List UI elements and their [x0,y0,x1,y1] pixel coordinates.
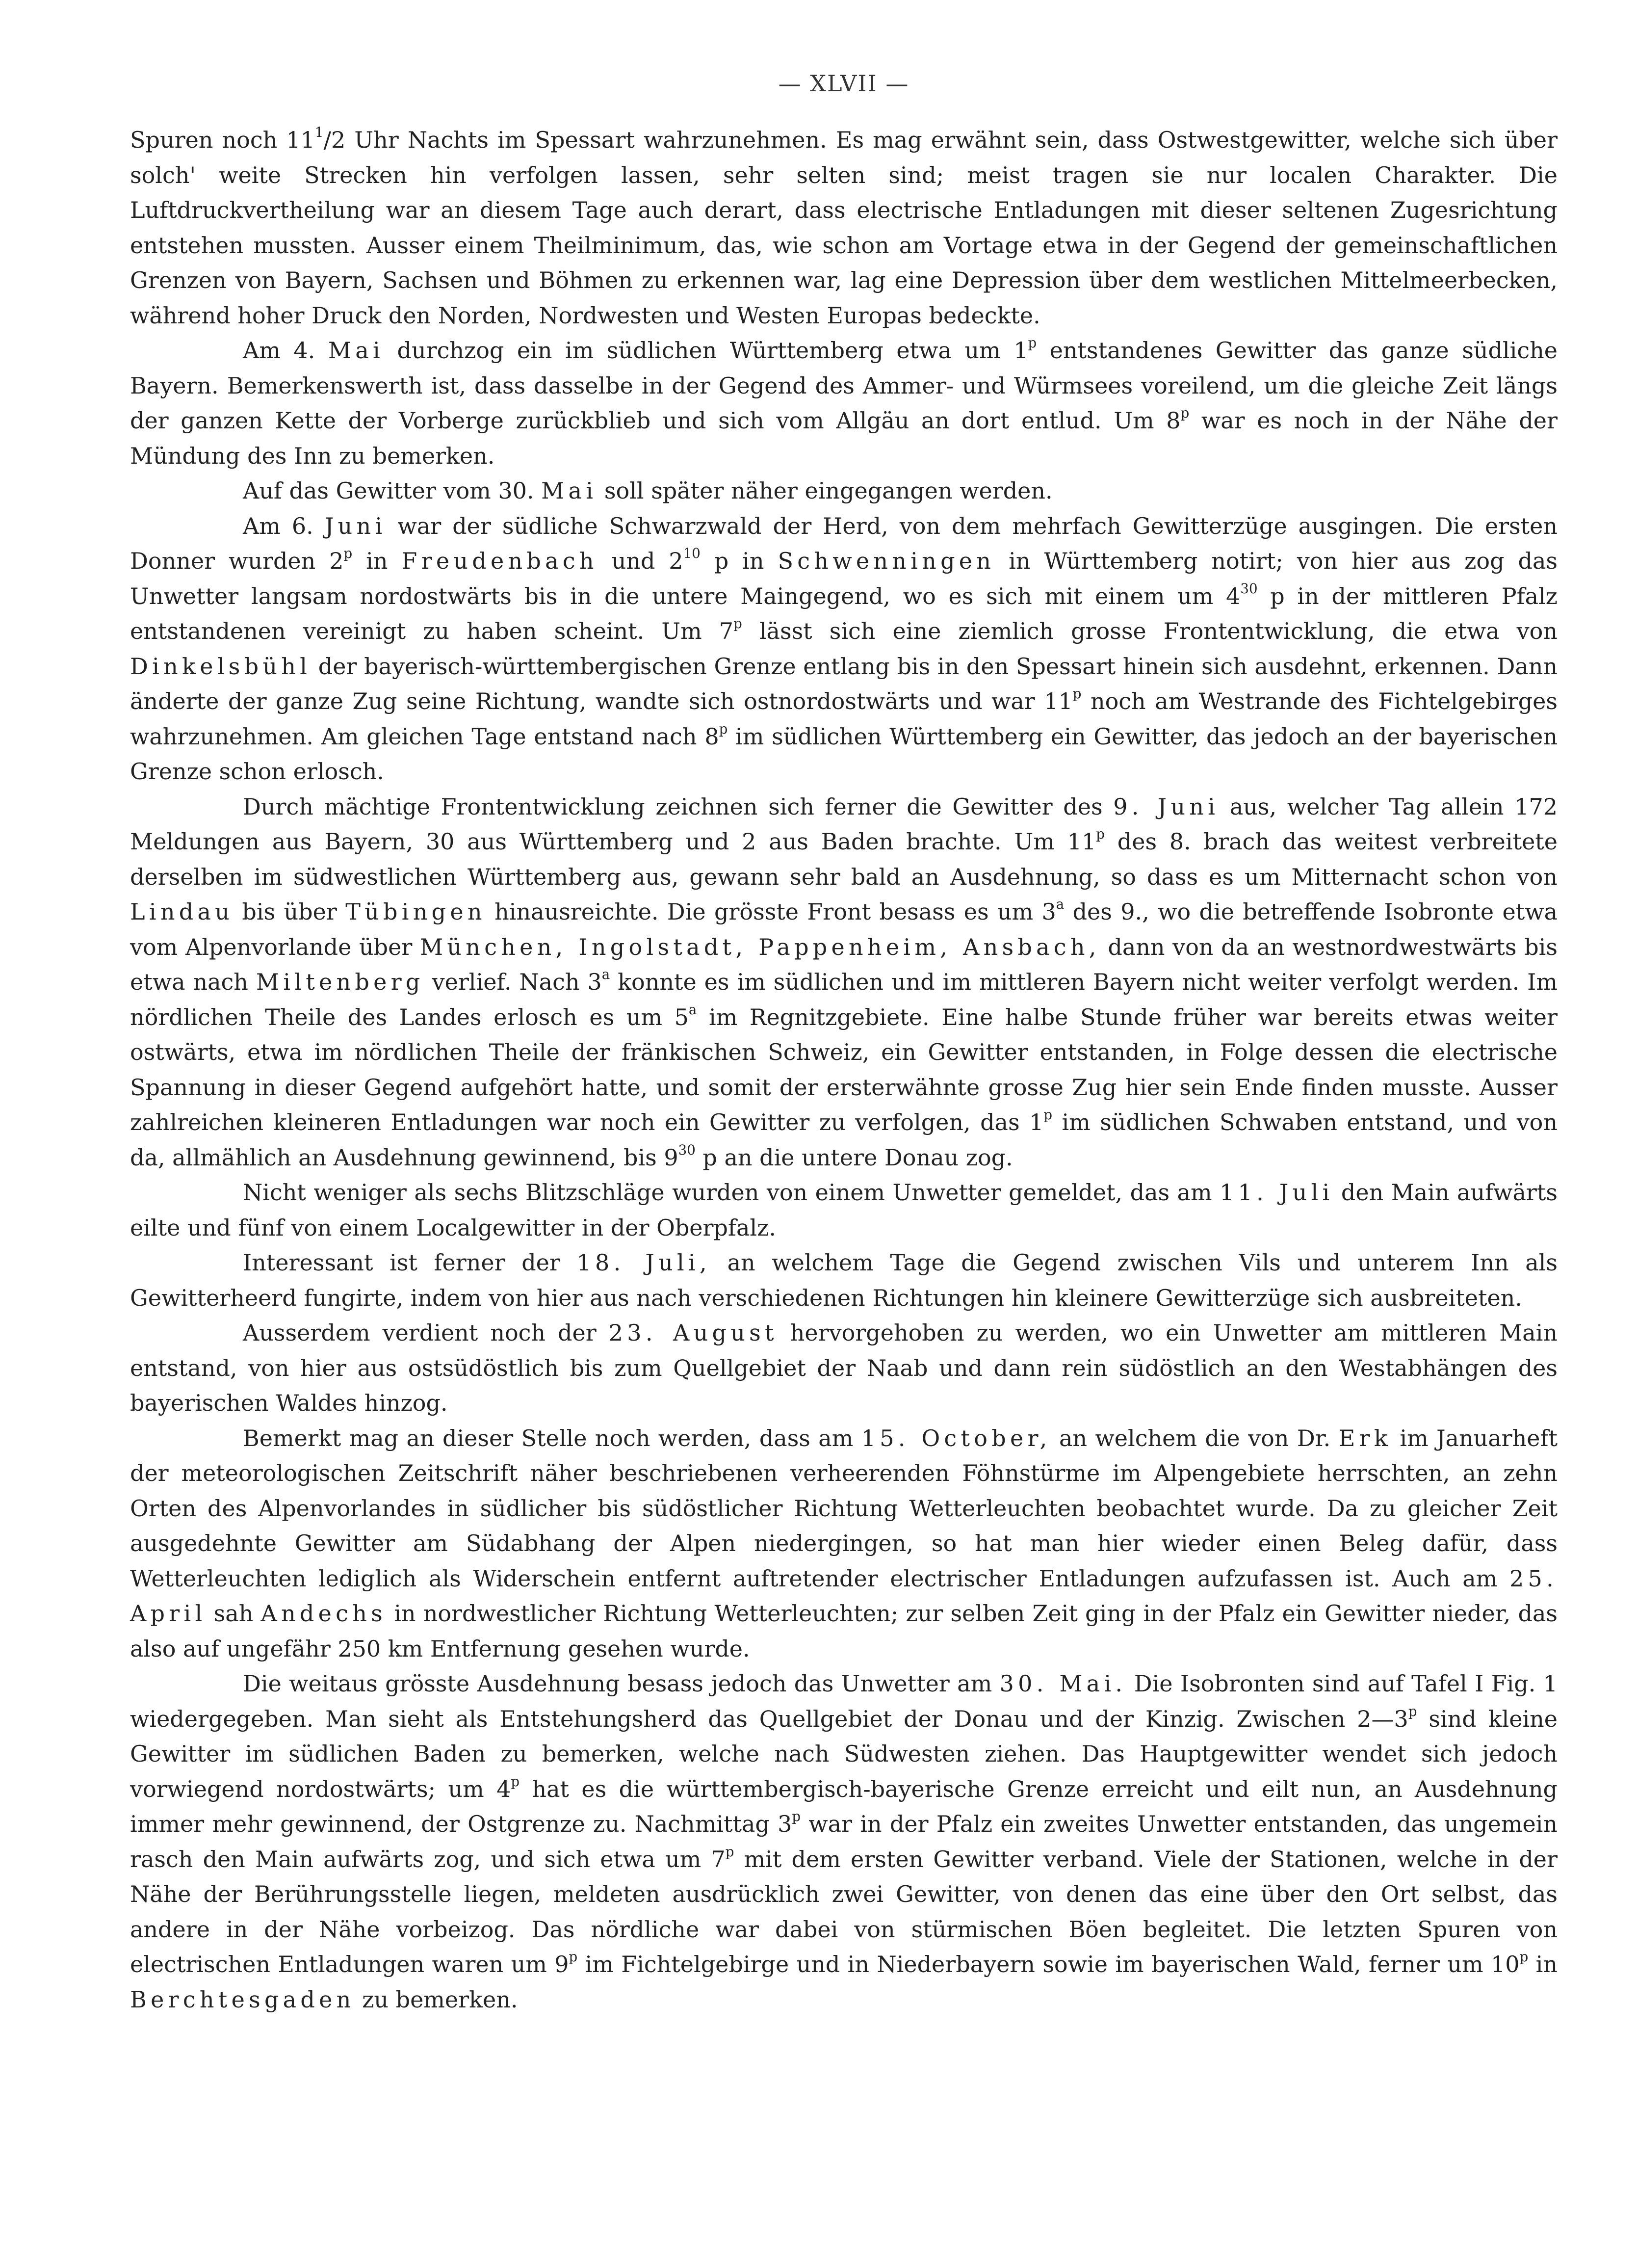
spaced-date: Mai [541,477,598,504]
spaced-date: 15. October, [861,1424,1051,1451]
fraction-half: $^1$/2 [314,124,346,153]
paragraph-6: Nicht weniger als sechs Blitzschläge wurden von einem Unwetter gemeldet, das am 11. Juli den Main aufwärts eilte und fünf von einem Localgewitter in der Oberpfalz. [130,1179,1558,1241]
paragraph-10: Die weitaus grösste Ausdehnung besass jedoch das Unwetter am 30. Mai. Die Isobronten sind auf Tafel I Fig. 1 wiedergegeben. Man sieht als Entstehungsherd das Quellgebiet der Donau und der Kinzig. Zwischen 2—3$^p$ sind kleine Gewitter im südlichen Baden zu bemerken, welche nach Südwesten ziehen. Das Hauptgewitter wendet sich jedoch vorwiegend nordostwärts; um 4$^p$ hat es die württembergisch-bayerische Grenze erreicht und eilt nun, an Ausdehnung immer mehr gewinnend, der Ostgrenze zu. Nachmittag 3$^p$ war in der Pfalz ein zweites Unwetter entstanden, das ungemein rasch den Main aufwärts zog, und sich etwa um 7$^p$ mit dem ersten Gewitter verband. Viele der Stationen, welche in der Nähe der Berührungsstelle liegen, meldeten ausdrücklich zwei Gewitter, von denen das eine über den Ort selbst, das andere in der Nähe vorbeizog. Das nördliche war dabei von stürmischen Böen begleitet. Die letzten Spuren von electrischen Entladungen waren um 9$^p$ im Fichtelgebirge und in Niederbayern sowie im bayerischen Wald, ferner um 10$^p$ in Berchtesgaden zu bemerken. [130,1670,1558,2013]
document-page [130,69,1558,2218]
spaced-date: 11. Juli [1220,1179,1334,1206]
paragraph-5: Durch mächtige Frontentwicklung zeichnen sich ferner die Gewitter des 9. Juni aus, welcher Tag allein 172 Meldungen aus Bayern, 30 aus Württemberg und 2 aus Baden brachte. Um 11$^p$ des 8. brach das weitest verbreitete derselben im südwestlichen Württemberg aus, gewann sehr bald an Ausdehnung, so dass es um Mitternacht schon von Lindau bis über Tübingen hinausreichte. Die grösste Front besass es um 3$^a$ des 9., wo die betreffende Isobronte etwa vom Alpenvorlande über München, Ingolstadt, Pappenheim, Ansbach, dann von da an westnordwestwärts bis etwa nach Miltenberg verlief. Nach 3$^a$ konnte es im südlichen und im mittleren Bayern nicht weiter verfolgt werden. Im nördlichen Theile des Landes erlosch es um 5$^a$ im Regnitzgebiete. Eine halbe Stunde früher war bereits etwas weiter ostwärts, etwa im nördlichen Theile der fränkischen Schweiz, ein Gewitter entstanden, in Folge dessen die electrische Spannung in dieser Gegend aufgehört hatte, und somit der ersterwähnte grosse Zug hier sein Ende finden musste. Ausser zahlreichen kleineren Entladungen war noch ein Gewitter zu verfolgen, das 1$^p$ im südlichen Schwaben entstand, und von da, allmählich an Ausdehnung gewinnend, bis $9^{30}$ p an die untere Donau zog. [130,793,1558,1171]
spaced-place: Miltenberg [256,969,424,995]
spaced-date: 30. Mai. [999,1670,1127,1697]
spaced-date: 25. April [130,1565,1558,1627]
body-text [130,123,1558,2017]
spaced-date: 18. Juli, [576,1249,711,1276]
paragraph-4: Am 6. Juni war der südliche Schwarzwald der Herd, von dem mehrfach Gewitterzüge ausgingen. Die ersten Donner wurden 2$^p$ in Freudenbach und $2^{10}$ p in Schwenningen in Württemberg notirt; von hier aus zog das Unwetter langsam nordostwärts bis in die untere Maingegend, wo es sich mit einem um $4^{30}$ p in der mittleren Pfalz entstandenen vereinigt zu haben scheint. Um 7$^p$ lässt sich eine ziemlich grosse Frontentwicklung, die etwa von Dinkelsbühl der bayerisch-württembergischen Grenze entlang bis in den Spessart hinein sich ausdehnt, erkennen. Dann änderte der ganze Zug seine Richtung, wandte sich ostnordostwärts und war 11$^p$ noch am Westrande des Fichtelgebirges wahrzunehmen. Am gleichen Tage entstand nach 8$^p$ im südlichen Württemberg ein Gewitter, das jedoch an der bayerischen Grenze schon erlosch. [130,512,1558,785]
paragraph-2: Am 4. Mai durchzog ein im südlichen Württemberg etwa um 1$^p$ entstandenes Gewitter das ganze südliche Bayern. Bemerkenswerth ist, dass dasselbe in der Gegend des Ammer- und Würmsees voreilend, um die gleiche Zeit längs der ganzen Kette der Vorberge zurückblieb und sich vom Allgäu an dort entlud. Um 8$^p$ war es noch in der Nähe der Mündung des Inn zu bemerken. [130,334,1558,469]
spaced-place: Dinkelsbühl [130,653,312,680]
spaced-date: Juni [324,512,387,539]
spaced-date: Mai [328,337,384,364]
spaced-place: Andechs [260,1600,387,1627]
spaced-date: 23. August [608,1319,778,1346]
spaced-place: Tübingen [345,898,486,925]
spaced-place: Lindau [130,898,234,925]
paragraph-1: Spuren noch $11^1/2$ Uhr Nachts im Spessart wahrzunehmen. Es mag erwähnt sein, dass Ostwestgewitter, welche sich über solch' weite Strecken hin verfolgen lassen, sehr selten sind; meist tragen sie nur localen Charakter. Die Luftdruckvertheilung war an diesem Tage auch derart, dass electrische Entladungen mit dieser seltenen Zugesrichtung entstehen mussten. Ausser einem Theilminimum, das, wie schon am Vortage etwa in der Gegend der gemeinschaftlichen Grenzen von Bayern, Sachsen und Böhmen zu erkennen war, lag eine Depression über dem westlichen Mittelmeerbecken, während hoher Druck den Norden, Nordwesten und Westen Europas bedeckte. [130,124,1558,329]
paragraph-8: Ausserdem verdient noch der 23. August hervorgehoben zu werden, wo ein Unwetter am mittleren Main entstand, von hier aus ostsüdöstlich bis zum Quellgebiet der Naab und dann rein südöstlich an den Westabhängen des bayerischen Waldes hinzog. [130,1319,1558,1416]
spaced-date: 9. Juni [1113,793,1220,820]
paragraph-9: Bemerkt mag an dieser Stelle noch werden, dass am 15. October, an welchem die von Dr. Erk im Januarheft der meteorologischen Zeitschrift näher beschriebenen verheerenden Föhnstürme im Alpengebiete herrschten, an zehn Orten des Alpenvorlandes in südlicher bis südöstlicher Richtung Wetterleuchten beobachtet wurde. Da zu gleicher Zeit ausgedehnte Gewitter am Südabhang der Alpen niedergingen, so hat man hier wieder einen Beleg dafür, dass Wetterleuchten lediglich als Widerschein entfernt auftretender electrischer Entladungen aufzufassen ist. Auch am 25. April sah Andechs in nordwestlicher Richtung Wetterleuchten; zur selben Zeit ging in der Pfalz ein Gewitter nieder, das also auf ungefähr 250 km Entfernung gesehen wurde. [130,1424,1558,1662]
spaced-place: Freudenbach [401,548,598,574]
paragraph-7: Interessant ist ferner der 18. Juli, an welchem Tage die Gegend zwischen Vils und unterem Inn als Gewitterheerd fungirte, indem von hier aus nach verschiedenen Richtungen hin kleinere Gewitterzüge sich ausbreiteten. [130,1249,1558,1311]
spaced-name: Erk [1338,1424,1392,1451]
spaced-place: München, Ingolstadt, Pappenheim, Ansbach, [420,933,1100,960]
paragraph-3: Auf das Gewitter vom 30. Mai soll später näher eingegangen werden. [243,477,1053,504]
spaced-place: Schwenningen [778,548,995,574]
page-number-header: — XLVII — [778,70,909,97]
spaced-place: Berchtesgaden [130,1986,355,2013]
